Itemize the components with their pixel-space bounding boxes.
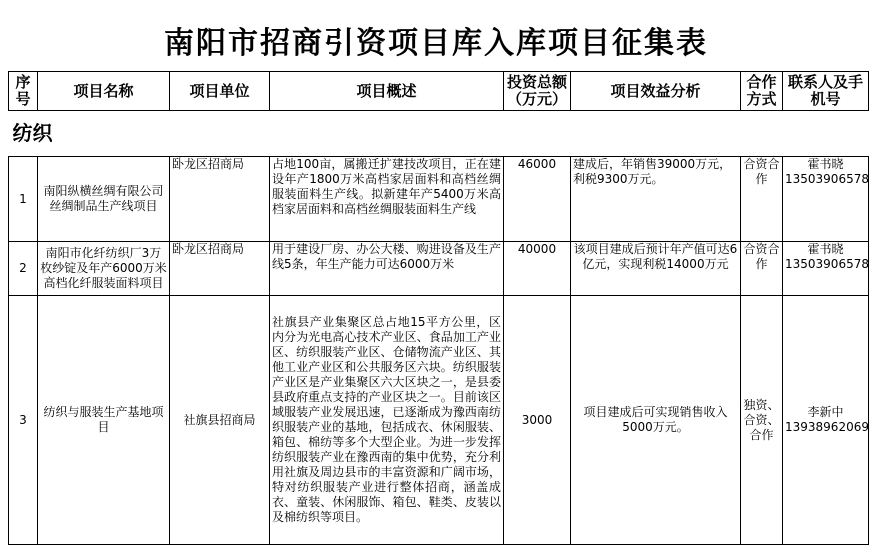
row-unit: 卧龙区招商局 [170,242,270,296]
row-seq: 2 [9,242,38,296]
table-row [9,157,869,242]
row-contact [783,242,869,296]
contact-phone: 13503906578 [785,172,869,186]
table-row [9,242,869,296]
row-overview: 用于建设厂房、办公大楼、购进设备及生产线5条，年生产能力可达6000万米 [270,242,504,296]
header-unit: 项目单位 [170,72,270,111]
row-coop: 独资、合资、合作 [741,296,783,545]
header-benefit: 项目效益分析 [571,72,741,111]
row-overview: 占地100亩，属搬迁扩建技改项目，正在建设年产1800万米高档家居面料和高档丝绸服装面料生产线。拟新建年产5400万米高档家居面料和高档丝绸服装面料生产线 [270,157,504,242]
row-investment: 40000 [504,242,571,296]
row-unit: 卧龙区招商局 [170,157,270,242]
section-title: 纺织 [9,111,869,157]
project-table [8,71,869,545]
header-coop: 合作方式 [741,72,783,111]
contact-name: 霍书晓 [807,157,844,171]
table-row [9,296,869,545]
header-name: 项目名称 [38,72,170,111]
contact-name: 霍书晓 [807,242,844,256]
row-name: 南阳纵横丝绸有限公司丝绸制品生产线项目 [38,157,170,242]
row-benefit: 该项目建成后预计年产值可达6亿元，实现利税14000万元 [571,242,741,296]
table-header-row [9,72,869,111]
header-contact: 联系人及手机号 [783,72,869,111]
row-benefit: 建成后，年销售39000万元，利税9300万元。 [571,157,741,242]
contact-phone: 13938962069 [785,420,869,434]
row-seq: 1 [9,157,38,242]
row-investment: 46000 [504,157,571,242]
header-overview: 项目概述 [270,72,504,111]
row-overview: 社旗县产业集聚区总占地15平方公里，区内分为光电高心技术产业区、食品加工产业区、纺织服装产业区、仓储物流产业区、其他工业产业区和公共服务区六块。纺织服装产业区是产业集聚区六大区块之一，是县委县政府重点支持的产业区块之一。目前该区域服装产业发展迅速，已逐渐成为豫西南纺织服装产业的基地，包括成衣、休闲服装、箱包、棉纺等多个大型企业。为进一步发挥纺织服装产业在豫西南的集中优势，充分利用社旗及周边县市的丰富资源和广阔市场，特对纺织服装产业进行整体招商，涵盖成衣、童装、休闲服饰、箱包、鞋类、皮装以及棉纺织等项目。 [270,296,504,545]
contact-name: 李新中 [807,405,844,419]
row-benefit: 项目建成后可实现销售收入5000万元。 [571,296,741,545]
header-seq: 序号 [9,72,38,111]
section-row [9,111,869,157]
row-contact [783,296,869,545]
header-investment: 投资总额（万元） [504,72,571,111]
row-name: 纺织与服装生产基地项目 [38,296,170,545]
row-coop: 合资合作 [741,157,783,242]
contact-phone: 13503906578 [785,257,869,271]
row-name: 南阳市化纤纺织厂3万枚纱锭及年产6000万米高档化纤服装面料项目 [38,242,170,296]
page-title: 南阳市招商引资项目库入库项目征集表 [164,26,708,61]
row-unit: 社旗县招商局 [170,296,270,545]
row-coop: 合资合作 [741,242,783,296]
row-investment: 3000 [504,296,571,545]
row-contact [783,157,869,242]
row-seq: 3 [9,296,38,545]
